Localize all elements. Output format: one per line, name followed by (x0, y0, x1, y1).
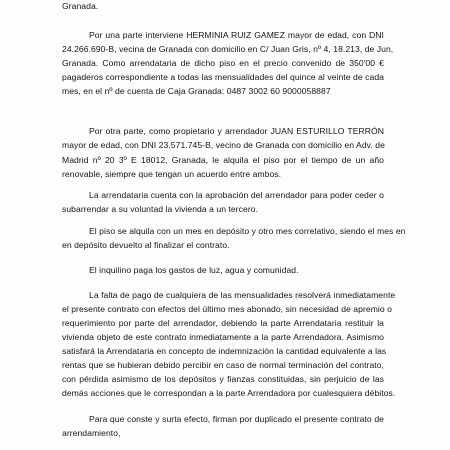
text-line: El inquilino paga los gastos de luz, agua y comunidad. (89, 265, 299, 275)
text-line: arrendamiento, (62, 428, 121, 438)
text-line-granada: Granada. (62, 1, 99, 11)
text-line: La arrendataria cuenta con la aprobación del arrendador para poder ceder o (89, 190, 384, 200)
text-line: Por otra parte, como propietario y arrendador JUAN ESTURILLO TERRÓN (89, 126, 384, 136)
text-line: Granada. Como arrendataria de dicho piso en el precio convenido de 350'00 € (62, 58, 384, 68)
text-line: vivienda objeto de este contrato inmediatamente a la parte Arrendadora. Asimismo (62, 332, 384, 342)
text-line: renovable, siempre que tengan un acuerdo entre ambos. (62, 169, 282, 179)
text-line: en depósito devuelto al finalizar el contrato. (62, 240, 230, 250)
text-line: rentas que se hubieran debido percibir en caso de normal terminación del contrato, (62, 360, 384, 370)
text-line: pagaderos correspondiente a todas las mensualidades del quince al veinte de cada (62, 72, 384, 82)
text-line: requerimiento por parte del arrendador, debiendo la parte Arrendataria restituir la (62, 318, 384, 328)
text-line: El piso se alquila con un mes en depósito y otro mes correlativo, siendo el mes en (89, 226, 406, 236)
text-line: demás acciones que le correspondan a la parte Arrendadora por cualesquiera débitos. (62, 388, 396, 398)
text-line: subarrendar a su voluntad la vivienda a un tercero. (62, 204, 259, 214)
text-line: Madrid nº 20 3º E 18012, Granada, le alquila el piso por el tiempo de un año (62, 155, 384, 165)
text-line: mayor de edad, con DNI 23.571.745-B, vecino de Granada con domicilio en Adv. de (62, 140, 385, 150)
text-line: satisfará la Arrendataria en concepto de indemnización la cantidad equivalente a las (62, 346, 387, 356)
text-line: Para que conste y surta efecto, firman por duplicado el presente contrato de (89, 414, 384, 424)
text-line: Por una parte interviene HERMINIA RUIZ GAMEZ mayor de edad, con DNI (89, 30, 384, 40)
text-line: con pérdida asimismo de los depósitos y fianzas constituidas, sin perjuicio de las (62, 374, 384, 384)
text-line: mes, en el nº de cuenta de Caja Granada: 0487 3002 60 9000058887 (62, 86, 331, 96)
text-line: 24.266.690-B, vecina de Granada con domicilio en C/ Juan Gris, nº 4, 18.213, de Jun, (62, 44, 394, 54)
text-line: el presente contrato con efectos del último mes abonado, sin necesidad de apremio o (62, 304, 392, 314)
text-line: La falta de pago de cualquiera de las mensualidades resolverá inmediatamente (89, 290, 396, 300)
